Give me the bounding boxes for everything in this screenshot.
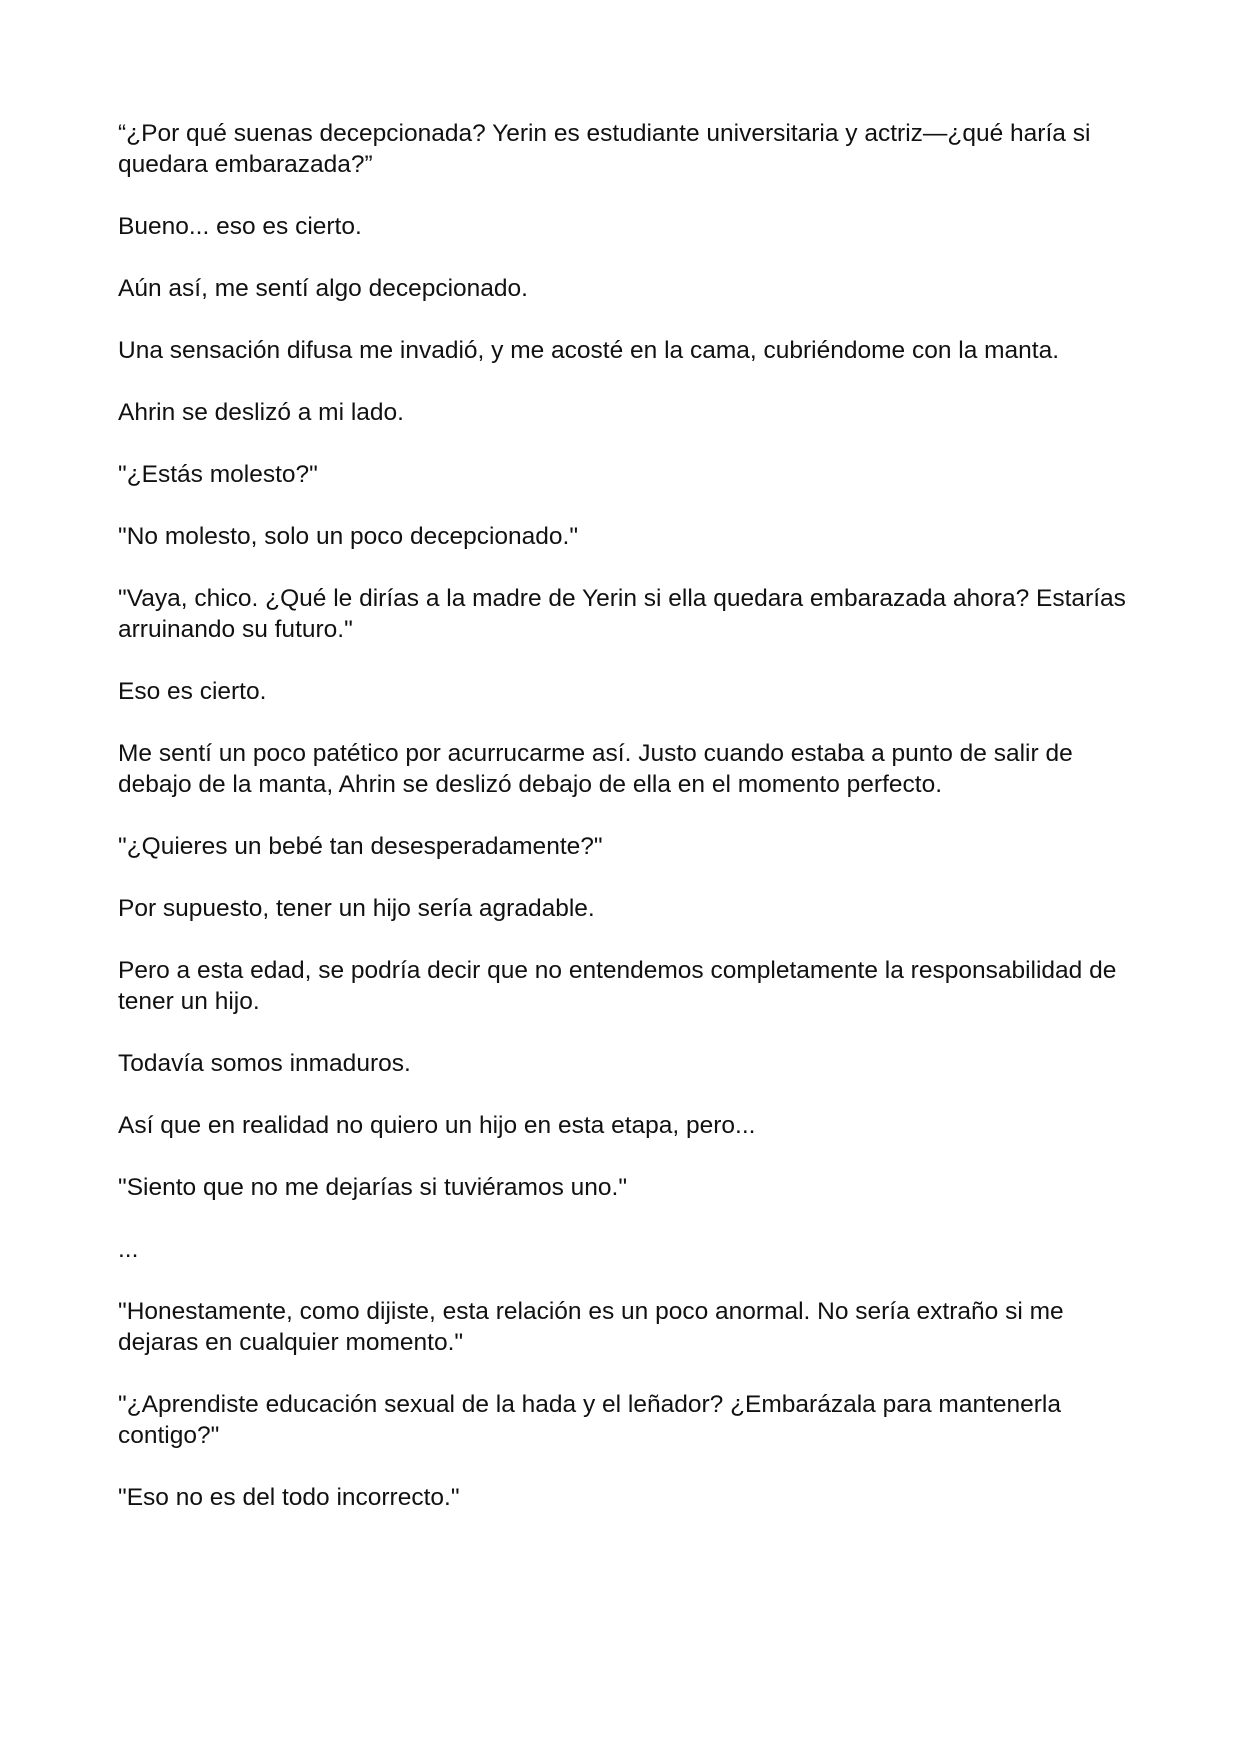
document-body — [118, 118, 1128, 1544]
paragraph: "¿Aprendiste educación sexual de la hada y el leñador? ¿Embarázala para mantenerla contigo?" — [118, 1391, 1061, 1449]
paragraph: Por supuesto, tener un hijo sería agradable. — [118, 895, 595, 922]
paragraph: Bueno... eso es cierto. — [118, 213, 362, 240]
paragraph: "Honestamente, como dijiste, esta relación es un poco anormal. No sería extraño si me dejaras en cualquier momento." — [118, 1298, 1064, 1356]
paragraph: Pero a esta edad, se podría decir que no entendemos completamente la responsabilidad de tener un hijo. — [118, 957, 1117, 1015]
paragraph: "¿Estás molesto?" — [118, 461, 318, 488]
paragraph: Todavía somos inmaduros. — [118, 1050, 411, 1077]
paragraph: Una sensación difusa me invadió, y me acosté en la cama, cubriéndome con la manta. — [118, 337, 1060, 364]
paragraph: Aún así, me sentí algo decepcionado. — [118, 275, 528, 302]
paragraph: “¿Por qué suenas decepcionada? Yerin es estudiante universitaria y actriz—¿qué haría si quedara embarazada?” — [118, 120, 1091, 178]
paragraph: "¿Quieres un bebé tan desesperadamente?" — [118, 833, 603, 860]
paragraph: Eso es cierto. — [118, 678, 267, 705]
paragraph: Me sentí un poco patético por acurrucarme así. Justo cuando estaba a punto de salir de debajo de la manta, Ahrin se deslizó debajo de ella en el momento perfecto. — [118, 740, 1073, 798]
paragraph: "No molesto, solo un poco decepcionado." — [118, 523, 579, 550]
paragraph: "Vaya, chico. ¿Qué le dirías a la madre de Yerin si ella quedara embarazada ahora? Estarías arruinando su futuro." — [118, 585, 1126, 643]
paragraph: Ahrin se deslizó a mi lado. — [118, 399, 404, 426]
paragraph: "Siento que no me dejarías si tuviéramos uno." — [118, 1174, 628, 1201]
paragraph: "Eso no es del todo incorrecto." — [118, 1484, 460, 1511]
paragraph: ... — [118, 1236, 139, 1263]
paragraph: Así que en realidad no quiero un hijo en esta etapa, pero... — [118, 1112, 756, 1139]
